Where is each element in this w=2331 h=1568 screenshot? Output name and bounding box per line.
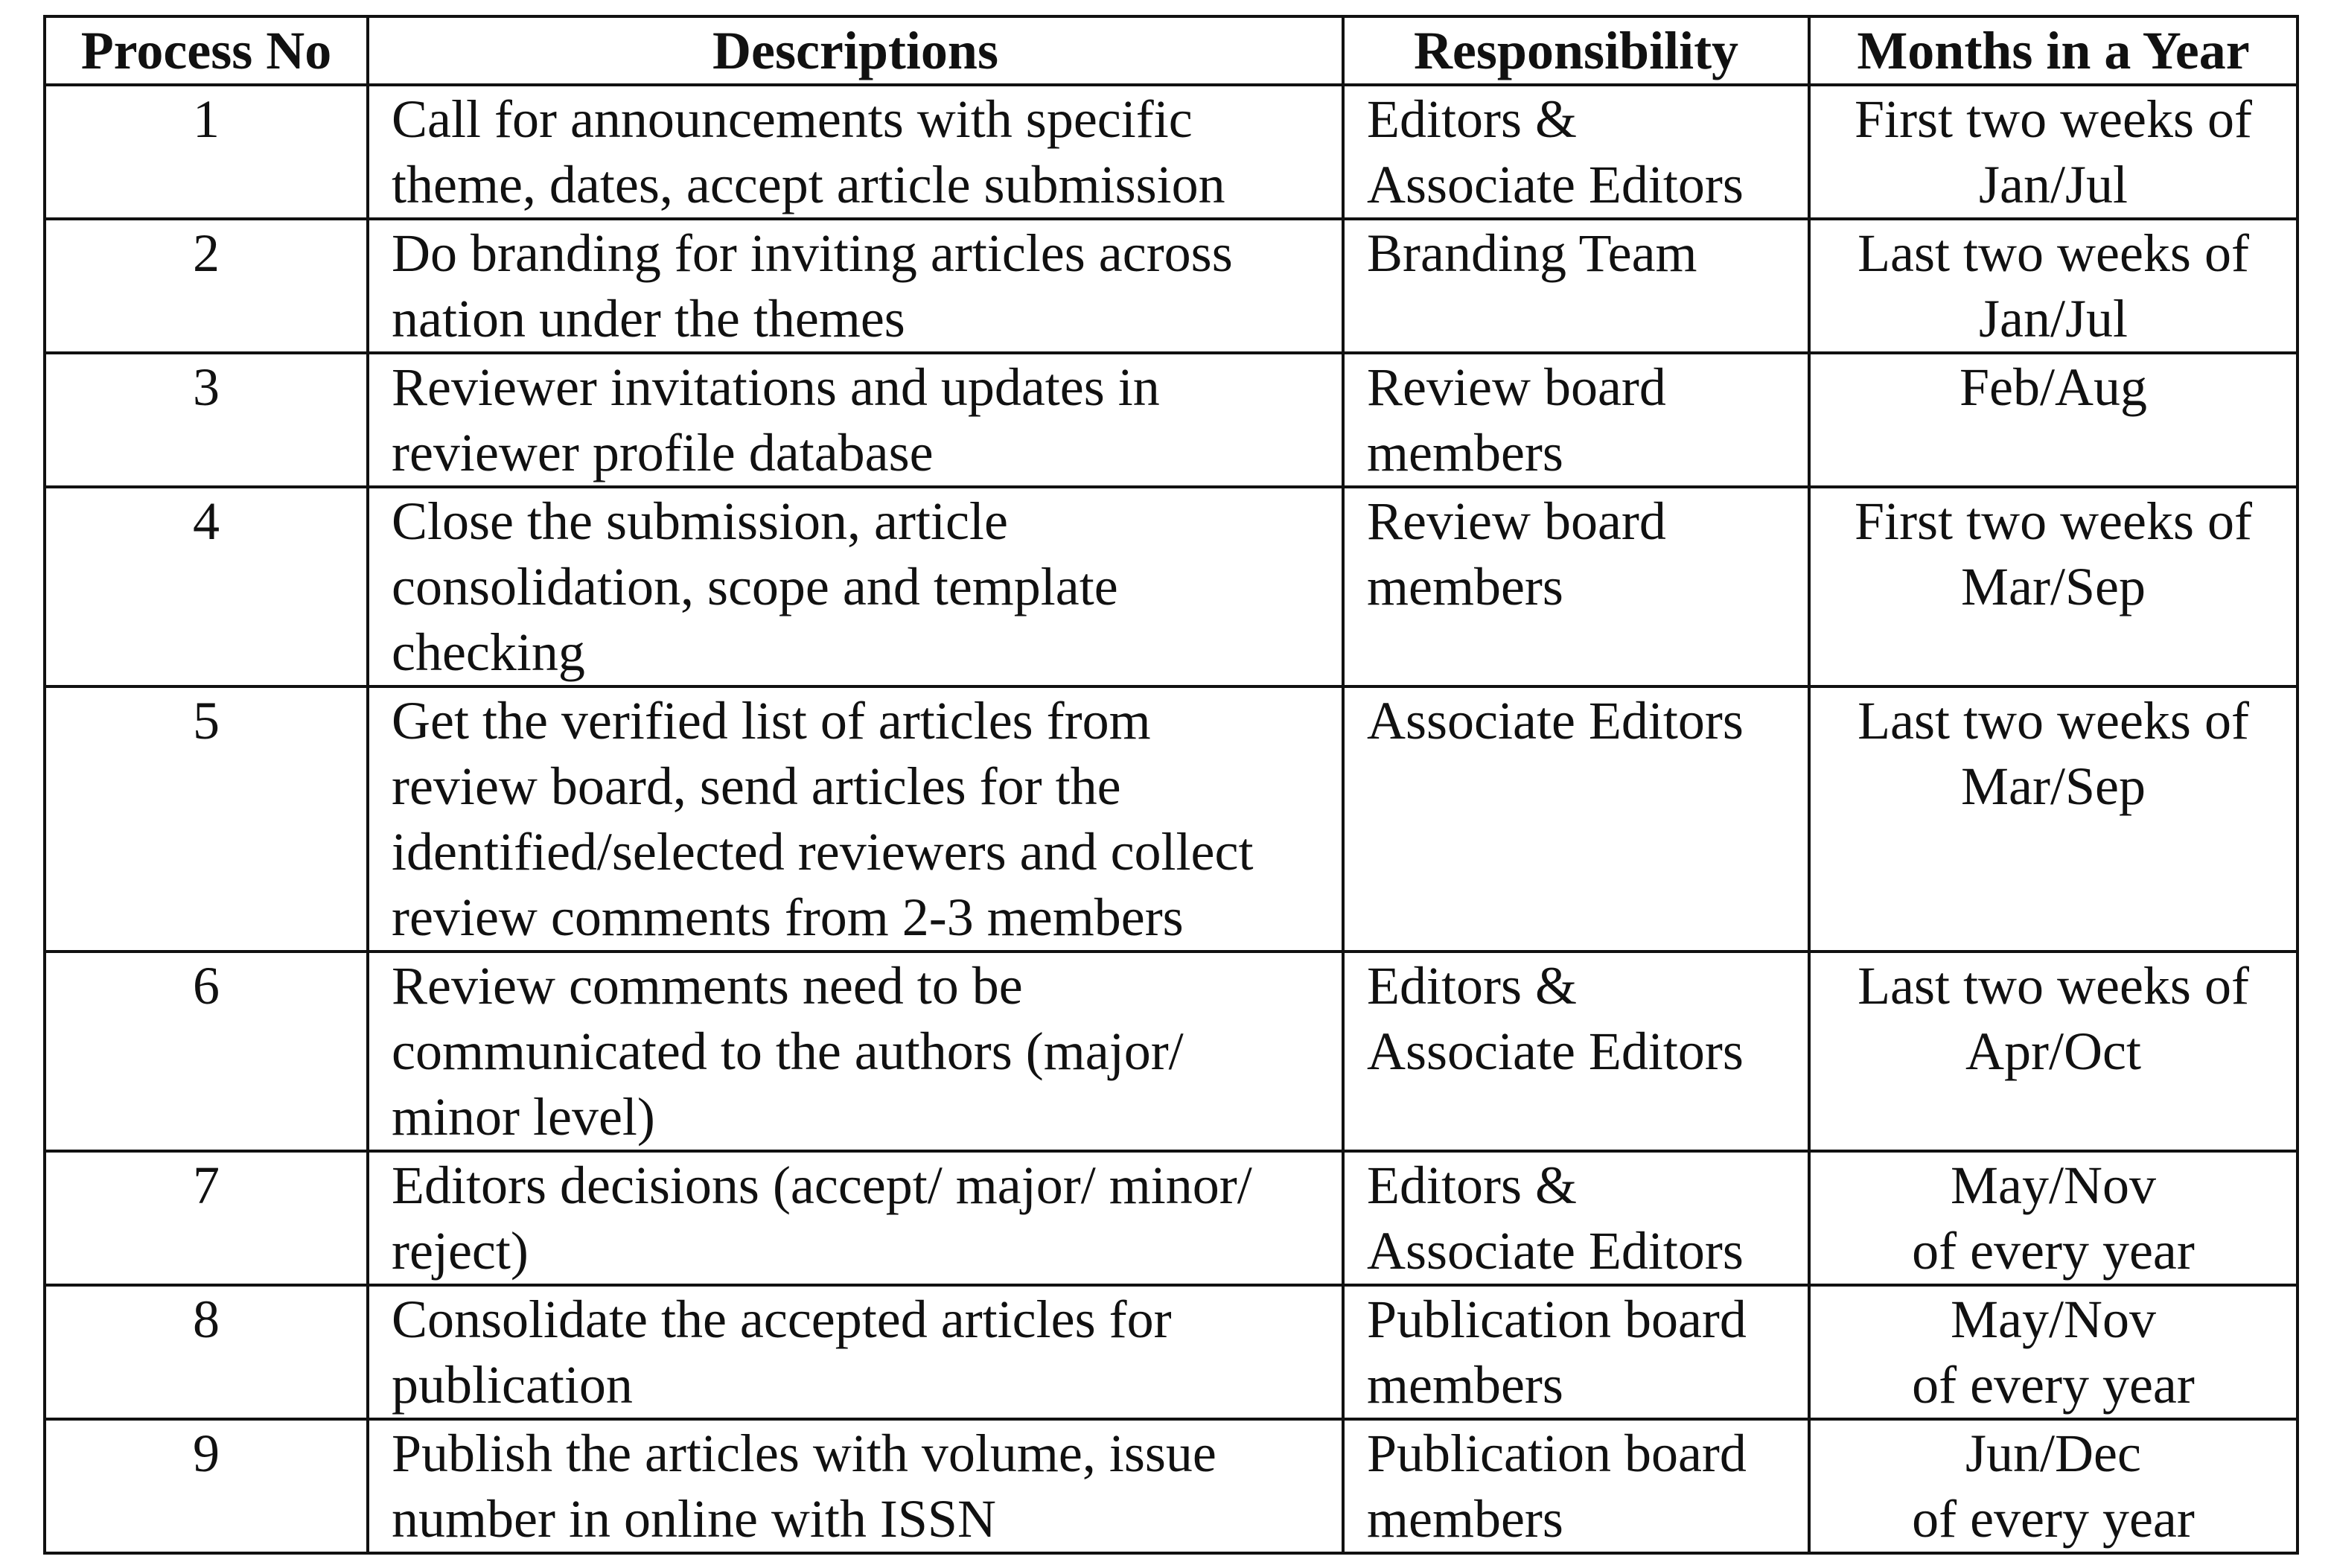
cell-responsibility-line: Editors &	[1367, 1156, 1577, 1215]
cell-description-line: nation under the themes	[392, 289, 905, 348]
cell-months-line: Mar/Sep	[1961, 756, 2146, 816]
cell-responsibility-line: Associate Editors	[1367, 691, 1744, 750]
cell-months	[1809, 85, 2297, 219]
cell-months-line: First two weeks of	[1855, 89, 2252, 149]
cell-process-no: 2	[45, 219, 368, 353]
cell-description-line: reject)	[392, 1221, 529, 1281]
cell-responsibility	[1343, 353, 1809, 487]
cell-description-line: consolidation, scope and template	[392, 557, 1118, 616]
header-descriptions: Descriptions	[368, 16, 1343, 85]
cell-responsibility	[1343, 952, 1809, 1151]
cell-responsibility	[1343, 1419, 1809, 1553]
cell-responsibility-line: Review board	[1367, 491, 1666, 551]
cell-description-line: Consolidate the accepted articles for	[392, 1290, 1172, 1349]
cell-responsibility	[1343, 85, 1809, 219]
cell-months-line: of every year	[1912, 1489, 2195, 1549]
cell-process-no: 9	[45, 1419, 368, 1553]
cell-responsibility-line: Publication board	[1367, 1424, 1747, 1483]
cell-responsibility	[1343, 487, 1809, 686]
cell-description	[368, 1285, 1343, 1419]
cell-description	[368, 85, 1343, 219]
cell-responsibility-line: Associate Editors	[1367, 1221, 1744, 1281]
cell-description-line: Editors decisions (accept/ major/ minor/	[392, 1156, 1252, 1215]
cell-months-line: Last two weeks of	[1858, 691, 2249, 750]
cell-description-line: Publish the articles with volume, issue	[392, 1424, 1216, 1483]
cell-months	[1809, 686, 2297, 952]
cell-months	[1809, 1151, 2297, 1285]
cell-months-line: Last two weeks of	[1858, 956, 2249, 1016]
cell-responsibility	[1343, 219, 1809, 353]
cell-description	[368, 219, 1343, 353]
table-row	[45, 85, 2297, 219]
cell-responsibility-line: members	[1367, 1355, 1563, 1415]
cell-description-line: reviewer profile database	[392, 423, 934, 482]
cell-responsibility-line: members	[1367, 423, 1563, 482]
cell-description-line: Reviewer invitations and updates in	[392, 357, 1160, 417]
table-row	[45, 952, 2297, 1151]
cell-months-line: May/Nov	[1951, 1290, 2156, 1349]
table-body	[45, 85, 2297, 1553]
table-row	[45, 1285, 2297, 1419]
table-row	[45, 353, 2297, 487]
cell-description	[368, 353, 1343, 487]
cell-responsibility-line: members	[1367, 1489, 1563, 1549]
cell-months-line: Jun/Dec	[1965, 1424, 2141, 1483]
cell-process-no: 4	[45, 487, 368, 686]
cell-responsibility-line: members	[1367, 557, 1563, 616]
cell-responsibility-line: Editors &	[1367, 956, 1577, 1016]
cell-description-line: publication	[392, 1355, 633, 1415]
cell-responsibility-line: Branding Team	[1367, 223, 1697, 283]
cell-months-line: Mar/Sep	[1961, 557, 2146, 616]
cell-description-line: review board, send articles for the	[392, 756, 1121, 816]
cell-description	[368, 487, 1343, 686]
cell-responsibility-line: Review board	[1367, 357, 1666, 417]
cell-description-line: minor level)	[392, 1087, 655, 1147]
cell-months-line: Jan/Jul	[1978, 155, 2128, 214]
cell-responsibility-line: Associate Editors	[1367, 155, 1744, 214]
cell-months	[1809, 952, 2297, 1151]
cell-months-line: Jan/Jul	[1978, 289, 2128, 348]
cell-description-line: Close the submission, article	[392, 491, 1008, 551]
process-table-container	[43, 15, 2296, 1555]
cell-months	[1809, 487, 2297, 686]
cell-responsibility-line: Associate Editors	[1367, 1022, 1744, 1081]
cell-months-line: May/Nov	[1951, 1156, 2156, 1215]
cell-months	[1809, 1419, 2297, 1553]
cell-description	[368, 952, 1343, 1151]
cell-process-no: 8	[45, 1285, 368, 1419]
cell-description-line: Call for announcements with specific	[392, 89, 1193, 149]
cell-process-no: 3	[45, 353, 368, 487]
cell-process-no: 1	[45, 85, 368, 219]
cell-description-line: review comments from 2-3 members	[392, 887, 1184, 947]
cell-description-line: Get the verified list of articles from	[392, 691, 1151, 750]
cell-months	[1809, 1285, 2297, 1419]
table-row	[45, 1151, 2297, 1285]
cell-description-line: identified/selected reviewers and collect	[392, 822, 1254, 882]
cell-description-line: number in online with ISSN	[392, 1489, 996, 1549]
cell-description-line: theme, dates, accept article submission	[392, 155, 1225, 214]
cell-description-line: Review comments need to be	[392, 956, 1023, 1016]
cell-responsibility	[1343, 1285, 1809, 1419]
cell-months-line: of every year	[1912, 1355, 2195, 1415]
table-row	[45, 686, 2297, 952]
cell-months-line: of every year	[1912, 1221, 2195, 1281]
table-header-row	[45, 16, 2297, 85]
header-months: Months in a Year	[1809, 16, 2297, 85]
cell-description-line: Do branding for inviting articles across	[392, 223, 1233, 283]
cell-description	[368, 686, 1343, 952]
cell-responsibility	[1343, 686, 1809, 952]
cell-responsibility-line: Editors &	[1367, 89, 1577, 149]
cell-months	[1809, 353, 2297, 487]
cell-months-line: First two weeks of	[1855, 491, 2252, 551]
cell-responsibility-line: Publication board	[1367, 1290, 1747, 1349]
process-table	[43, 15, 2299, 1555]
cell-description-line: communicated to the authors (major/	[392, 1022, 1184, 1081]
cell-process-no: 7	[45, 1151, 368, 1285]
table-row	[45, 487, 2297, 686]
cell-responsibility	[1343, 1151, 1809, 1285]
cell-months-line: Apr/Oct	[1965, 1022, 2141, 1081]
cell-process-no: 5	[45, 686, 368, 952]
cell-description	[368, 1419, 1343, 1553]
cell-process-no: 6	[45, 952, 368, 1151]
cell-months-line: Last two weeks of	[1858, 223, 2249, 283]
cell-description	[368, 1151, 1343, 1285]
table-row	[45, 219, 2297, 353]
header-process-no: Process No	[45, 16, 368, 85]
cell-months	[1809, 219, 2297, 353]
cell-months-line: Feb/Aug	[1959, 357, 2147, 417]
header-responsibility: Responsibility	[1343, 16, 1809, 85]
cell-description-line: checking	[392, 622, 585, 682]
table-row	[45, 1419, 2297, 1553]
